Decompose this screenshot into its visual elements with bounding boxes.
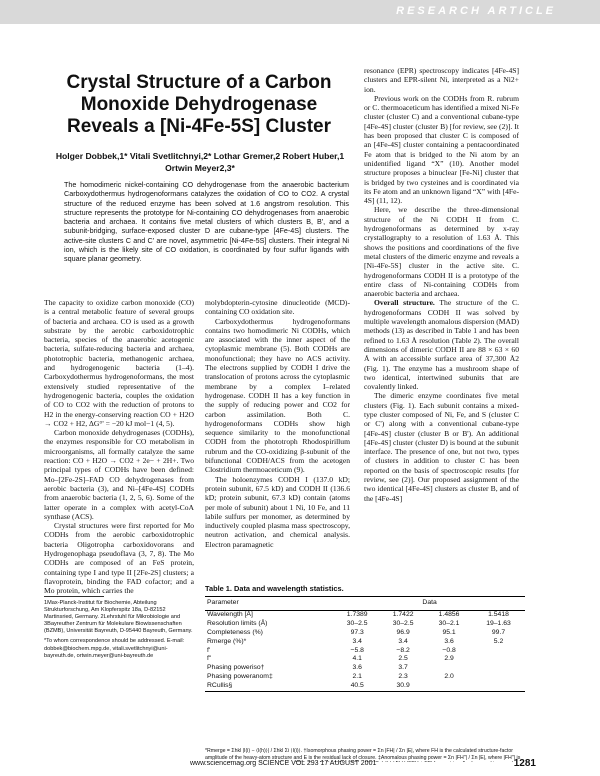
table-cell-value: 3.6 [352,664,362,672]
section-banner [0,0,600,24]
table-row [205,620,525,629]
table-cell-value: 30–2.5 [392,619,414,627]
table-row [205,610,525,619]
table-cell-label: Resolution limits (Å) [207,619,268,627]
table-cell-value: 1.4856 [438,610,460,618]
table-cell-value: 99.7 [491,628,506,636]
paragraph: Previous work on the CODHs from R. rubrum or C. thermoaceticum has identified a mixed Ni-Fe cluster (cluster C) and a conventional cubane-type [4Fe-4S] cluster (cluster B) [for review, see (2)]. It has been proposed that cluster C is composed of an [4Fe-4S] cluster containing a pentacoordinated Fe atom that is bridged to the Ni atom by an unidentified ligand “X” (10). Another model structure proposes a binuclear [Fe-Ni] cluster that is bridged by two cysteines and is coordinated via its Fe atom and an unknown ligand “X” with [4Fe-4S] (11, 12). [364,93,519,206]
table-cell-value: 3.4 [352,637,362,645]
table-row [205,673,525,682]
article-title: Crystal Structure of a Carbon Monoxide Dehydrogenase Reveals a [Ni-4Fe-5S] Cluster [66,72,332,137]
table-header-parameter: Parameter [205,597,334,611]
footnote-rule [44,596,104,597]
page-number: 1281 [513,758,536,769]
paragraph: molybdopterin-cytosine dinucleotide (MCD)-containing CO oxidation site. [205,298,350,317]
table-cell-value: 3.7 [398,664,408,672]
table-cell-value: 5.2 [493,637,504,645]
table-cell-value [472,647,525,656]
table-cell-label: Completeness (%) [207,628,263,636]
paragraph: Carboxydothermus hydrogenoformans contains two homodimeric Ni CODHs, which are associated with the inner aspect of the cytoplasmic membrane (5). Both CODHs are monofunctional; they have no ACS activity. The electrons supplied by CODH I drive the translocation of protons across the cytoplasmic membrane by a complex I–related hydrogenase. CODH II has a key function in the supply of reducing power and CO2 for carbon assimilation. Both C. hydrogenoformans CODHs show high sequence similarity to the monofunctional CODH from the phototroph Rhodospirillum rubrum and the CO-oxidizing β-subunit of the bifunctional CODH/ACS from the acetogen Clostridium thermoaceticum (9). [205,316,350,475]
table-row [205,629,525,638]
table-cell-value: 30.9 [380,682,426,691]
section-heading: Overall structure. [374,298,435,308]
table-cell-label: Phasing poweriso† [207,664,265,672]
footnotes [44,600,194,663]
table-cell-value [472,673,525,682]
table-cell-value: 19–1.63 [486,619,511,627]
table-cell-value: −8.2 [396,646,410,654]
paragraph: The capacity to oxidize carbon monoxide (CO) is a central metabolic feature of several groups of bacteria and archaea. CO is used as a growth substrate by the aerobic carboxidotrophic bacteria, species of the anaerobic acetogenic bacteria, sulfate-reducing bacteria and archaea, phototrophic bacteria, methanogenic archaea, and hydrogenogenic bacteria (1–4). Carboxydothermus hydrogenoformans, the most extensively studied representative of the hydrogenogenic bacteria, couples the oxidation of CO to CO2 with the reduction of protons to H2 in the energy-conserving reaction CO + H2O → CO2 + H2, ΔG°' = −20 kJ mol−1 (4, 5). [44,298,194,428]
page-footer: www.sciencemag.org SCIENCE VOL 293 17 AUGUST 2001 [190,760,377,767]
body-column-2 [205,298,350,575]
table-cell-value: 3.6 [444,637,454,645]
table-cell-value [472,682,525,691]
data-table [205,596,525,692]
table-cell-value: 96.9 [396,628,410,636]
table-row [205,664,525,673]
author-list: Holger Dobbek,1* Vitali Svetlitchnyi,2* Lothar Gremer,2 Robert Huber,1 Ortwin Meyer2,3* [55,151,345,173]
table-cell-value: 97.3 [350,628,364,636]
table-cell-value [472,655,525,664]
table-row [205,638,525,647]
table-cell-value: 3.4 [398,637,408,645]
table-cell-value: 4.1 [352,655,362,663]
table-cell-value: 1.7422 [392,610,414,618]
section-label: RESEARCH ARTICLE [396,5,556,17]
table-cell-label: f" [207,655,212,663]
paragraph [364,298,519,391]
table-cell-label: f' [207,646,211,654]
table-body [205,610,525,691]
table-cell-label: Phasing poweranom‡ [207,673,273,681]
paragraph: The holoenzymes CODH I (137.0 kD; protein subunit, 67.5 kD) and CODH II (136.6 kD; protein subunit, 67.3 kD) contain (atoms per mole of subunit) about 1 Ni, 10 Fe, and 11 labile sulfurs per monomer, as determined by inductively coupled plasma mass spectroscopy, neutron activation, and chemical analysis. Electron paramagnetic [205,474,350,549]
table-cell-label: Wavelength [Å] [207,610,253,618]
table-cell-value: 40.5 [334,682,380,691]
table-row [205,655,525,664]
table-cell-value [472,664,525,673]
paragraph: Crystal structures were first reported for Mo CODHs from the aerobic carboxidotrophic bacteria Oligotropha carboxidovorans and Hydrogenophaga pseudoflava (3, 7, 8). The Mo CODHs are composed of an FeS protein, containing type I and type II [2Fe-2S] clusters; a flavoprotein, binding the FAD cofactor; and a Mo protein, which carries the [44,521,194,596]
table-cell-value: −5.8 [350,646,364,654]
table-caption: Table 1. Data and wavelength statistics. [205,584,344,593]
affiliations: 1Max-Planck-Institut für Biochemie, Abteilung Strukturforschung, Am Klopferspitz 18a, D-82152 Martinsried, Germany. 2Lehrstuhl für Mikrobiologie and 3Bayreuther Zentrum für Molekulare Biowissenschaften (BZMB), Universität Bayreuth, D-95440 Bayreuth, Germany. [44,600,193,635]
table-cell-value: 2.9 [444,655,454,663]
correspondence: *To whom correspondence should be addressed. E-mail: dobbek@biochem.mpg.de, vitali.svetlitchnyi@uni-bayreuth.de, ortwin.meyer@uni-bayreuth.de [44,638,185,659]
paragraph: resonance (EPR) spectroscopy indicates [4Fe-4S] clusters and EPR-silent Ni, interpreted as a Ni2+ ion. [364,66,519,94]
table-cell-value: 2.1 [352,673,362,681]
table-cell-label: Rmerge (%)* [207,637,247,645]
body-column-3 [364,66,519,612]
table-row [205,647,525,656]
table-cell-value: 30–2.1 [438,619,460,627]
table-cell-value: 2.0 [444,673,454,681]
table-cell-value: 30–2.5 [346,619,368,627]
paragraph: Here, we describe the three-dimensional structure of the Ni CODH II from C. hydrogenoformans as determined by x-ray crystallography to a resolution of 1.63 Å. This shows the positions and coordinations of the five metal clusters of the dimeric enzyme and reveals a [Ni-4Fe-5S] cluster in the active site. C. hydrogenoformans CODH II is a prototype of the entire class of Ni-containing CODHs from anaerobic bacteria and archaea. [364,205,519,299]
abstract: The homodimeric nickel-containing CO dehydrogenase from the anaerobic bacterium Carboxydothermus hydrogenoformans catalyzes the oxidation of CO to CO2. A crystal structure of the reduced enzyme has been solved at 1.6 angstrom resolution. This structure represents the prototype for Ni-containing CO dehydrogenases from anaerobic bacteria and archaea. It contains five metal clusters of which clusters B, B', and a subunit-bridging, surface-exposed cluster D are cubane-type [4Fe-4S] clusters. The active-site clusters C and C' are novel, asymmetric [Ni-4Fe-5S] clusters. Their integral Ni ion, which is the likely site of CO oxidation, is coordinated by four sulfur ligands with square planar geometry. [64,180,349,264]
table-header-row [205,597,525,611]
table-cell-value: 1.7389 [346,610,368,618]
paragraph: The dimeric enzyme coordinates five metal clusters (Fig. 1). Each subunit contains a mixed-type cluster composed of Ni, Fe, and S (cluster C or C') along with a conventional cubane-type [4Fe-4S] cluster (cluster B or B'). An additional [4Fe-4S] cluster (cluster D) is bound at the subunit interface. The presence of one, but not two, types of clusters in addition to cluster C has been reported on the basis of spectroscopic results [for review, see (2)]. Our proposed assignment of the two identical [4Fe-4S] clusters as cluster B, and of the [4Fe-4S] [364,391,519,503]
table-cell-value: −0.8 [442,646,456,654]
table-header-data: Data [334,597,525,611]
table-cell-value: 2.5 [398,655,408,663]
table-cell-value: 1.5418 [488,610,509,618]
table-row [205,682,525,691]
paragraph: Carbon monoxide dehydrogenases (CODHs), the enzymes responsible for CO metabolism in microorganisms, all formally catalyze the same reaction: CO + H2O → CO2 + 2e− + 2H+. Two principal types of CODHs have been defined: Mo–[2Fe-2S]–FAD CO dehydrogenases from aerobic bacteria (3), and Ni–[4Fe-4S] CODHs from anaerobic bacteria (1, 2, 5, 6). Some of the latter operate in a complex with acetyl-CoA synthase (ACS). [44,428,194,521]
paragraph-text: The structure of the C. hydrogenoformans CODH II was solved by multiple wavelength anomalous dispersion (MAD) methods (13) as described in Table 1 and has been refined to 1.63 Å resolution (Table 2). The overall dimensions of dimeric CODH II are 88 × 63 × 60 Å with an accessible surface area of 37,300 Å2 (Fig. 1). The enzyme has a mushroom shape of two identical, intertwined subunits that are covalently linked. [364,298,519,392]
table-cell-value: 95.1 [442,628,456,636]
table-cell-value: 2.3 [398,673,408,681]
table-footnotes: *Rmerge = Σhkl |I(i) − ⟨I(h)⟩| / Σhkl Σi ⟨I(i)⟩. †Isomorphous phasing power = Σn |FH| / Σn |E|, where FH is the calculated structure-factor amplitude of the heavy-atom structure and E is the residual lack of closure. ‡Anomalous phasing power = Σn |FH''| / Σn |E|, where |FH''| is [205,748,521,761]
table-cell-value [426,664,472,673]
table-cell-label: RCullis§ [205,682,334,691]
table-cell-value [426,682,472,691]
